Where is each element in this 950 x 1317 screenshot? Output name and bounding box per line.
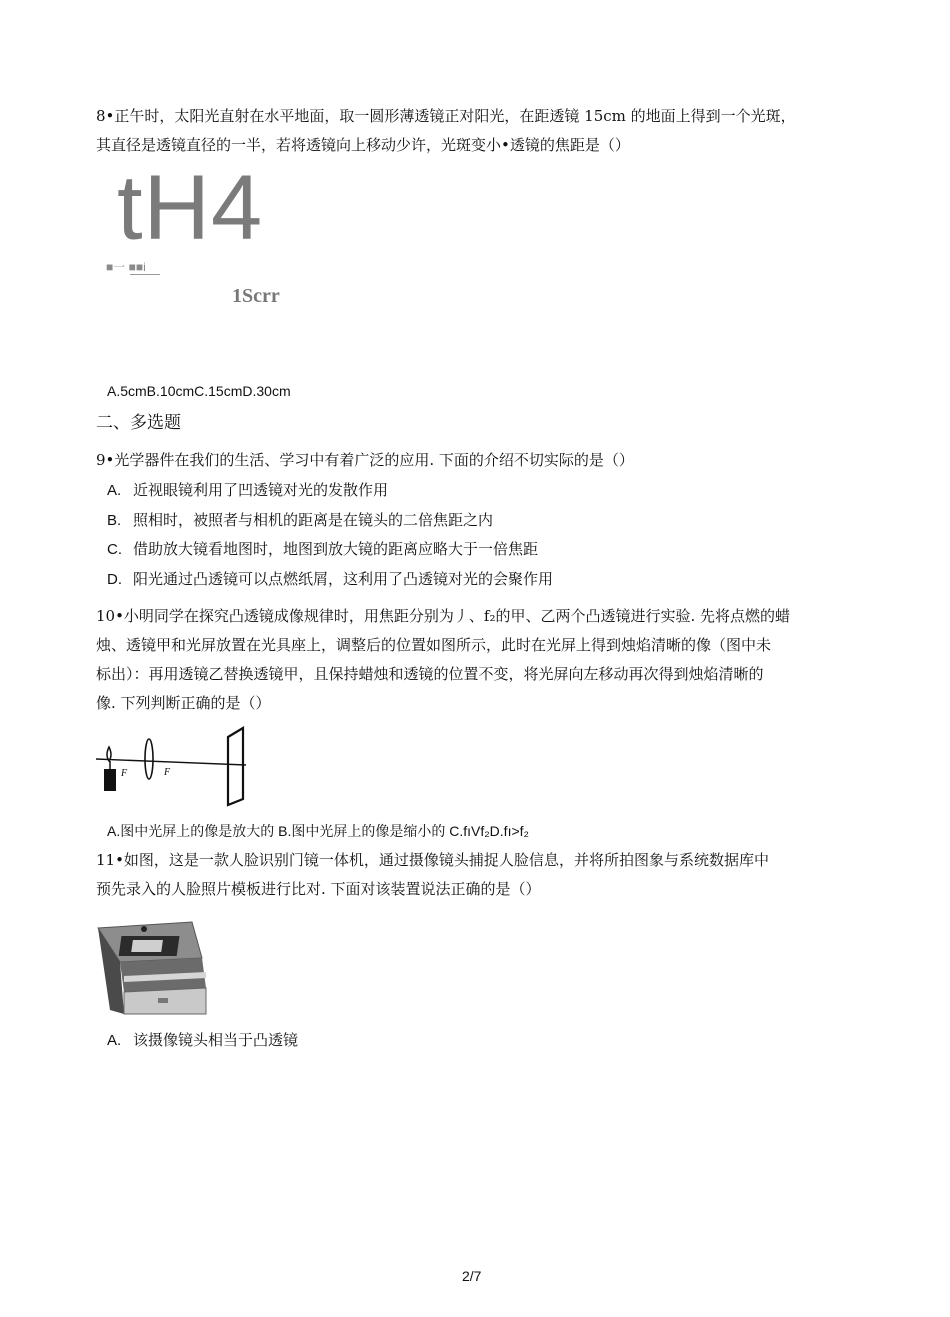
q9-option-c (107, 535, 538, 564)
q9-option-d-text: 阳光通过凸透镜可以点燃纸屑，这利用了凸透镜对光的会聚作用 (133, 570, 554, 588)
section-title: 二、多选题 (96, 413, 181, 433)
q9-option-a-text: 近视眼镜利用了凹透镜对光的发散作用 (133, 481, 389, 499)
face-recognition-device-figure (94, 918, 210, 1018)
camera-lens-icon (141, 926, 147, 932)
optical-bench-figure (96, 725, 256, 807)
q9-option-b (107, 506, 493, 535)
q9-option-b-label: B. (107, 512, 122, 529)
candle-icon (104, 747, 116, 791)
q8-figure-rule (130, 274, 160, 275)
q9-option-c-text: 借助放大镜看地图时，地图到放大镜的距离应略大于一倍焦距 (133, 540, 539, 558)
q10-line-2: 烛、透镜甲和光屏放置在光具座上，调整后的位置如图所示，此时在光屏上得到烛焰清晰的像（图中未 (96, 636, 772, 654)
q10-line-4: 像. 下列判断正确的是（） (96, 694, 271, 712)
q8-figure-small-text: ■一 ■■i (106, 260, 146, 274)
q8-figure-large-text: tH4 (117, 157, 264, 259)
q9-option-d-label: D. (107, 571, 122, 588)
q8-line-2: 其直径是透镜直径的一半，若将透镜向上移动少许，光斑变小•透镜的焦距是（） (96, 136, 630, 154)
q9-stem: 9•光学器件在我们的生活、学习中有着广泛的应用. 下面的介绍不切实际的是（） (96, 451, 634, 469)
focal-point-label-right: F (164, 767, 171, 778)
q11-option-a-label: A. (107, 1032, 122, 1049)
q9-option-d (107, 565, 553, 594)
q9-option-a-label: A. (107, 482, 122, 499)
q10-line-3: 标出）：再用透镜乙替换透镜甲，且保持蜡烛和透镜的位置不变，将光屏向左移动再次得到烛焰清晰的 (96, 665, 764, 683)
q11-line-1: 11•如图，这是一款人脸识别门镜一体机，通过摄像镜头捕捉人脸信息，并将所拍图象与系统数据库中 (96, 851, 769, 869)
light-screen-icon (228, 728, 243, 805)
page-number: 2/7 (462, 1268, 482, 1284)
q9-option-c-label: C. (107, 541, 122, 558)
convex-lens-icon (145, 739, 153, 779)
principal-axis (96, 759, 246, 765)
device-screen (131, 940, 163, 952)
q8-line-1: 8•正午时，太阳光直射在水平地面，取一圆形薄透镜正对阳光，在距透镜 15cm 的地面上得到一个光斑， (96, 107, 796, 125)
focal-point-label-left: F (121, 768, 128, 779)
q8-figure-label: 1Scrr (232, 285, 280, 307)
q10-options: A.图中光屏上的像是放大的 B.图中光屏上的像是缩小的 C.fıVf₂D.fı>f₂ (107, 823, 529, 839)
q11-line-2: 预先录入的人脸照片模板进行比对. 下面对该装置说法正确的是（） (96, 880, 541, 898)
q11-option-a (107, 1026, 298, 1055)
q9-option-a (107, 476, 388, 505)
q11-option-a-text: 该摄像镜头相当于凸透镜 (133, 1031, 299, 1049)
q9-option-b-text: 照相时，被照者与相机的距离是在镜头的二倍焦距之内 (133, 511, 494, 529)
q8-options: A.5cmB.10cmC.15cmD.30cm (107, 383, 291, 399)
q10-line-1: 10•小明同学在探究凸透镜成像规律时，用焦距分别为丿、f₂的甲、乙两个凸透镜进行实验. 先将点燃的蜡 (96, 607, 791, 625)
